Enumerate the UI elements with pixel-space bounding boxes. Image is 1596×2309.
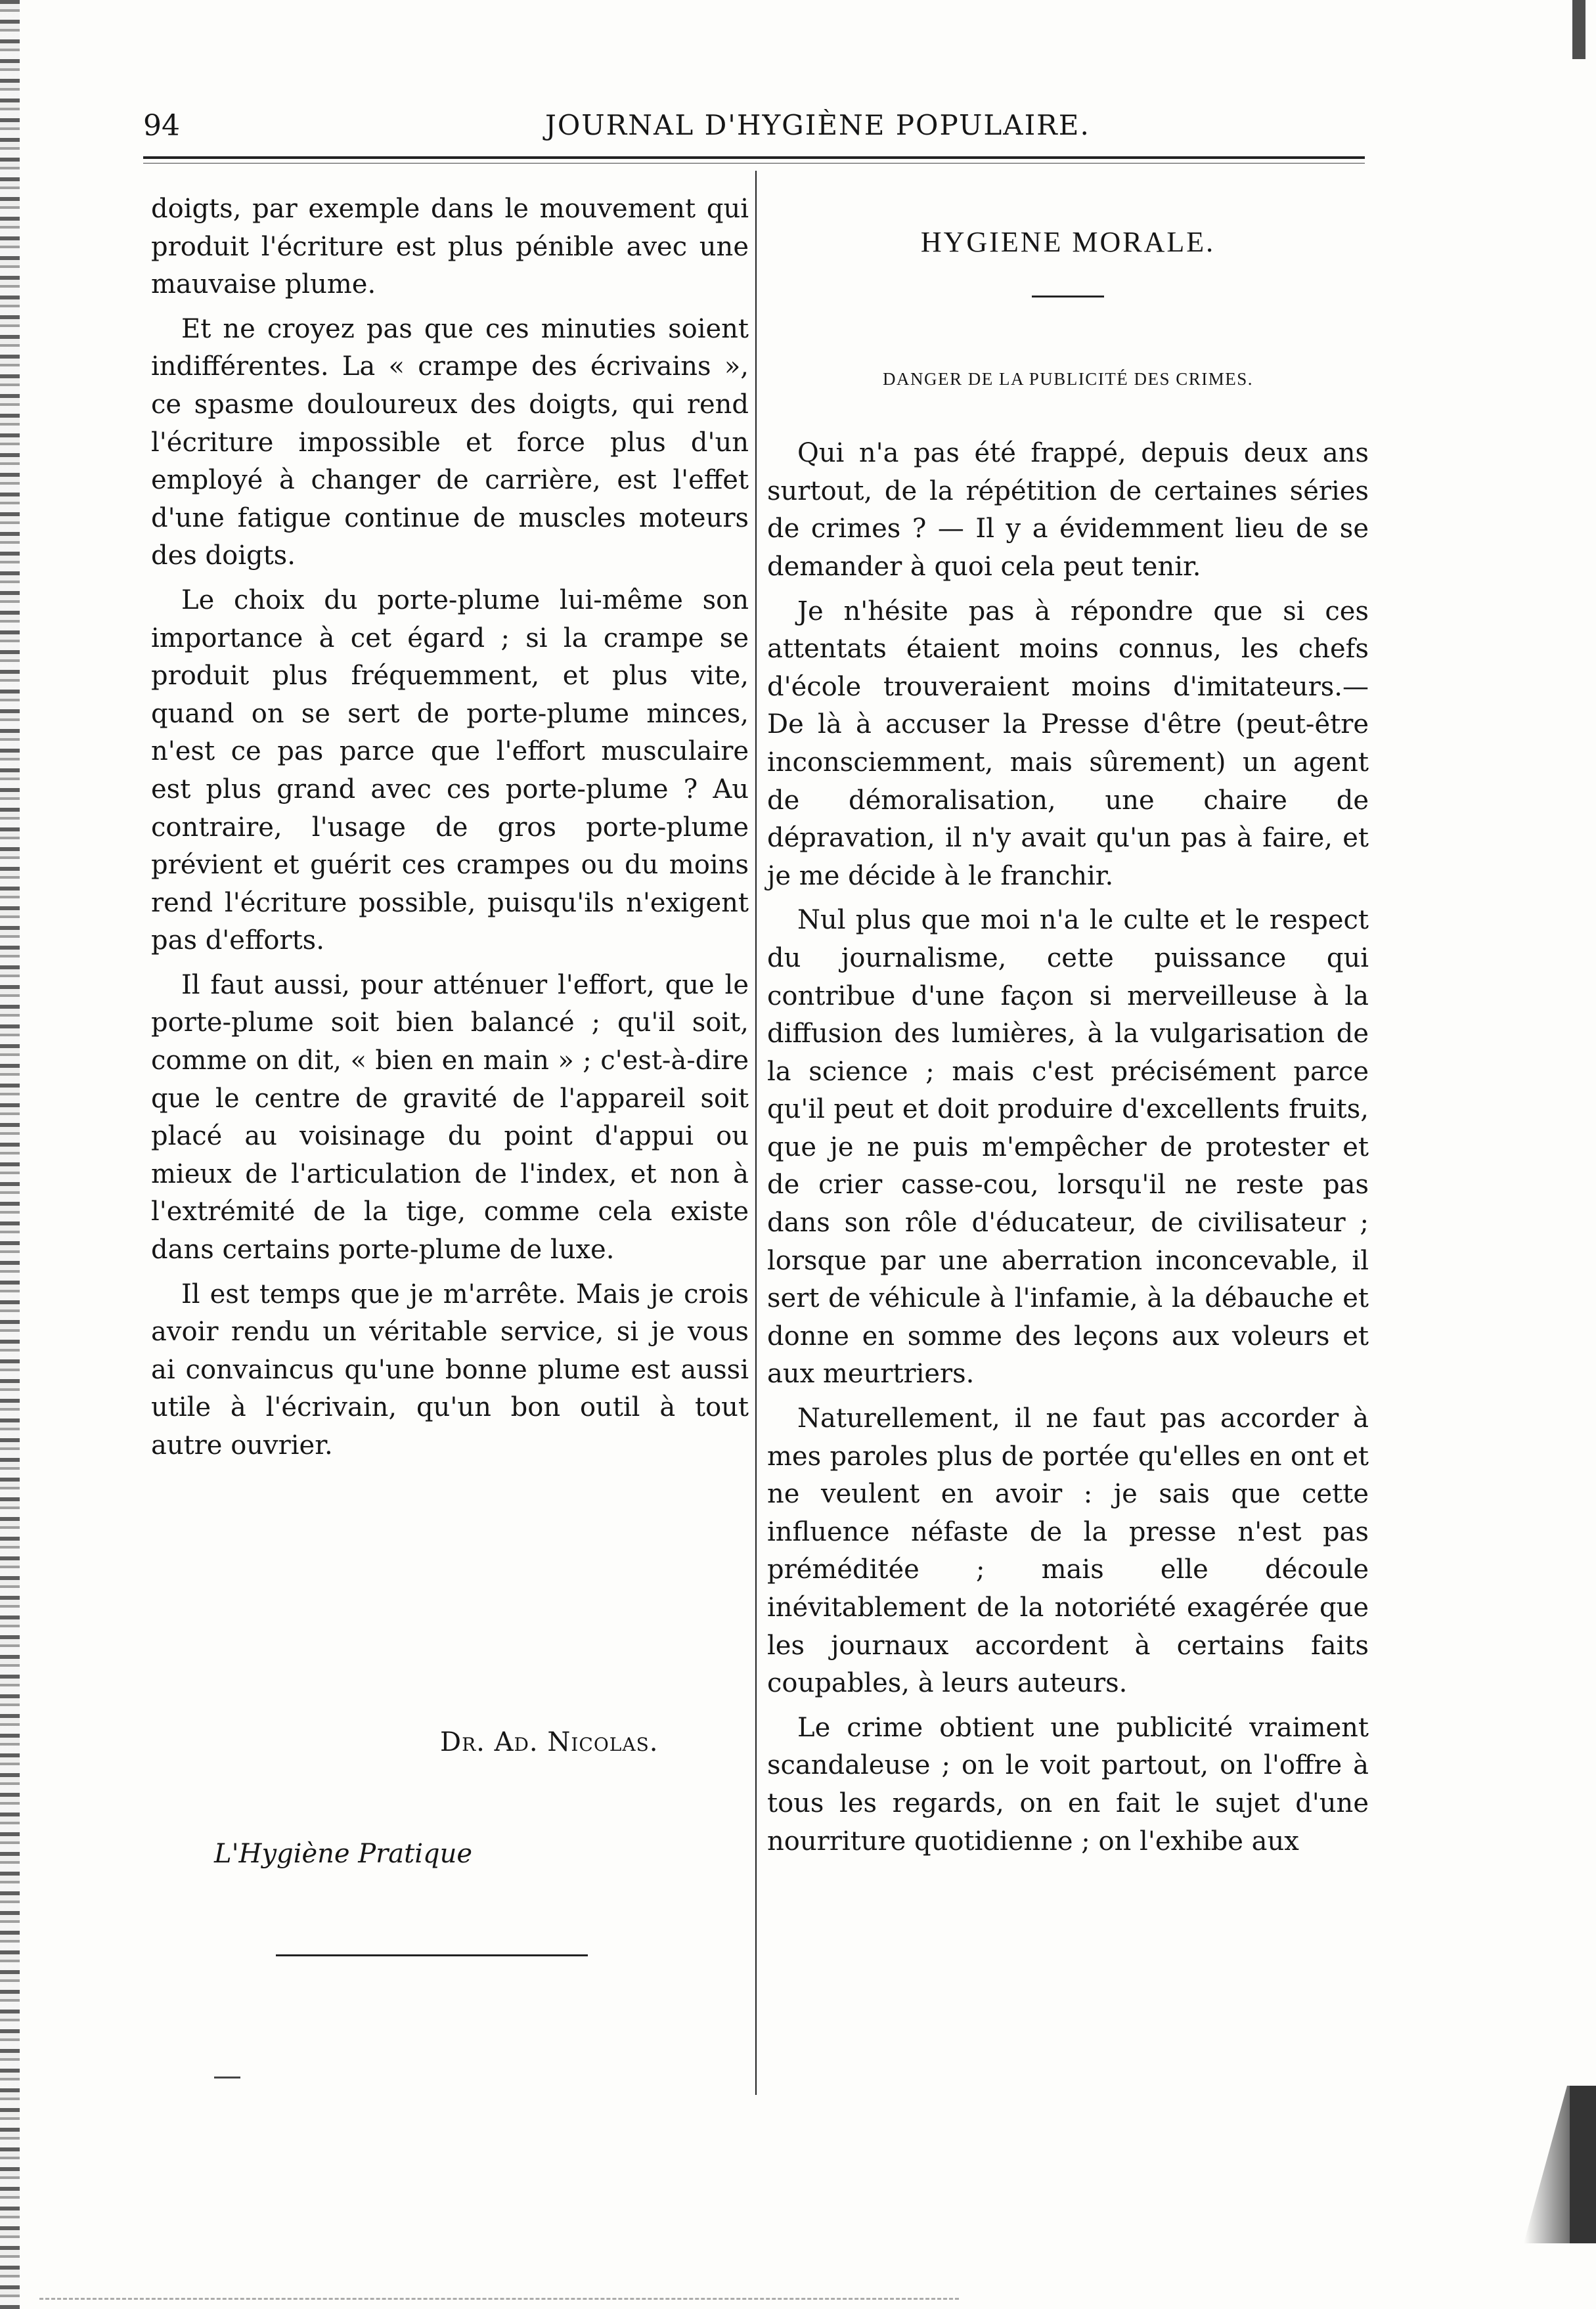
paragraph: Nul plus que moi n'a le culte et le respect du journalisme, cette puissance qui contribue d'une façon si merveilleuse à la diffusion des lumières, à la vulgarisation de la science ; mais c'est précisément parce qu'il peut et doit produire d'excellents fruits, que je ne puis m'empêcher de protester et de crier casse-cou, lorsqu'il ne reste pas dans son rôle d'éducateur, de civilisateur ; lorsque par une aberration inconcevable, il sert de véhicule à l'infamie, à la débauche et donne en somme des leçons aux voleurs et aux meurtriers. [767, 905, 1369, 1390]
paragraph: Et ne croyez pas que ces minuties soient indifférentes. La « crampe des écrivains », ce spasme douloureux des doigts, qui rend l'écriture impossible et force plus d'un employé à changer de carrière, est l'effet d'une fatigue continue de muscles moteurs des doigts. [151, 313, 749, 571]
paragraph: Qui n'a pas été frappé, depuis deux ans surtout, de la répétition de certaines séries de crimes ? — Il y a évidemment lieu de se demander à quoi cela peut tenir. [767, 438, 1369, 582]
scan-corner-mark-bottom [1524, 2086, 1596, 2243]
author-signature: Dr. Ad. Nicolas. [440, 1727, 659, 1757]
page-header [143, 104, 1371, 150]
column-divider [755, 171, 757, 2095]
paragraph: Je n'hésite pas à répondre que si ces attentats étaient moins connus, les chefs d'école trouveraient moins d'imitateurs.— De là à accuser la Presse d'être (peut-être inconsciemment, mais sûrement) un agent de démoralisation, une chaire de dépravation, il n'y avait qu'un pas à faire, et je me décide à le franchir. [767, 596, 1369, 891]
right-column [767, 223, 1369, 1867]
paragraph: Il faut aussi, pour atténuer l'effort, que le porte-plume soit bien balancé ; qu'il soit, comme on dit, « bien en main » ; c'est-à-dire que le centre de gravité de l'appareil soit placé au voisinage du point d'appui ou mieux de l'articulation de l'index, et non à l'extrémité de la tige, comme cela existe dans certains porte-plume de luxe. [151, 969, 749, 1265]
scan-binding-edge [0, 0, 20, 2309]
header-rule [143, 156, 1365, 159]
title-rule [1032, 296, 1104, 297]
scan-bottom-artifact [39, 2298, 959, 2309]
paragraph: Il est temps que je m'arrête. Mais je crois avoir rendu un véritable service, si je vous ai convaincus qu'une bonne plume est aussi utile à l'écrivain, qu'un bon outil à tout autre ouvrier. [151, 1279, 749, 1461]
paragraph: doigts, par exemple dans le mouvement qui produit l'écriture est plus pénible avec une mauvaise plume. [151, 194, 749, 300]
paragraph: Le crime obtient une publicité vraiment scandaleuse ; on le voit partout, on l'offre à tous les regards, on en fait le sujet d'une nourriture quotidienne ; on l'exhibe aux [767, 1712, 1369, 1857]
article-subtitle: DANGER DE LA PUBLICITÉ DES CRIMES. [882, 368, 1253, 389]
page-number: 94 [143, 109, 180, 143]
section-title: HYGIENE MORALE. [920, 226, 1216, 258]
source-citation: L'Hygiène Pratique [214, 1839, 473, 1869]
paragraph: Le choix du porte-plume lui-même son importance à cet égard ; si la crampe se produit plus fréquemment, et plus vite, quand on se sert de porte-plume minces, n'est ce pas parce que l'effort musculaire est plus grand avec ces porte-plume ? Au contraire, l'usage de gros porte-plume prévient et guérit ces crampes ou du moins rend l'écriture possible, puisqu'ils n'exigent pas d'efforts. [151, 584, 749, 956]
dash-mark [214, 2077, 240, 2078]
article-end-rule [276, 1954, 588, 1956]
running-title: JOURNAL D'HYGIÈNE POPULAIRE. [545, 109, 1090, 141]
left-column [151, 190, 749, 1472]
scan-corner-mark [1559, 0, 1596, 59]
header-rule-thin [143, 163, 1365, 164]
paragraph: Naturellement, il ne faut pas accorder à mes paroles plus de portée qu'elles en ont et ne veulent en avoir : je sais que cette influence néfaste de la presse n'est pas préméditée ; mais elle découle inévitablement de la notoriété exagérée que les journaux accordent à certains faits coupables, à leurs auteurs. [767, 1403, 1369, 1699]
